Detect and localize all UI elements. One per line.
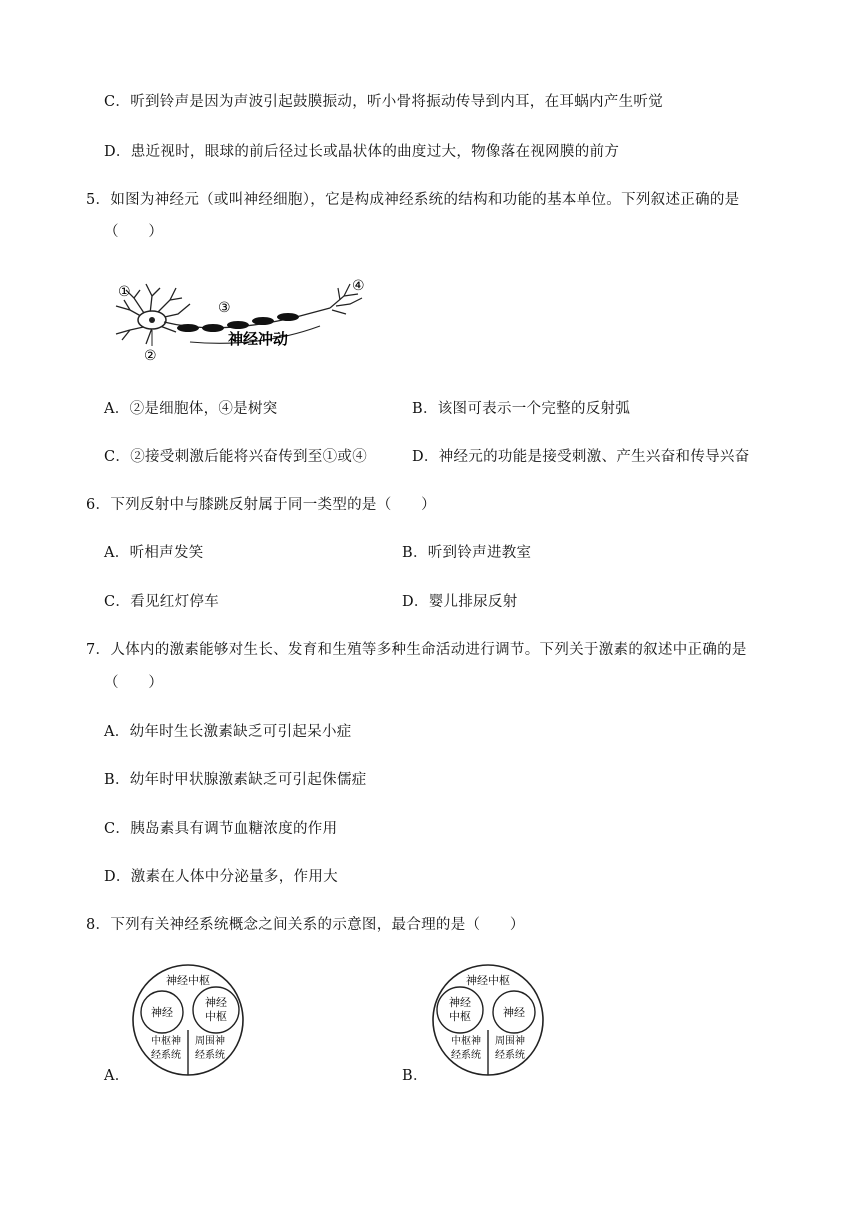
label-1: ① [118, 284, 131, 300]
left-circle-label-2: 中枢 [449, 1010, 471, 1023]
bottom-right-label-2: 经系统 [195, 1050, 225, 1061]
q8-stem: 8．下列有关神经系统概念之间关系的示意图，最合理的是（ ） [86, 917, 525, 933]
diagram-b [430, 962, 546, 1078]
bottom-left-label-2: 经系统 [451, 1050, 481, 1061]
impulse-caption: 神经冲动 [228, 330, 289, 348]
q7-option-d: D．激素在人体中分泌量多，作用大 [104, 869, 338, 885]
q6-option-b: B．听到铃声进教室 [402, 545, 532, 561]
q7-option-a: A．幼年时生长激素缺乏可引起呆小症 [104, 724, 352, 740]
bottom-right-label-1: 周围神 [195, 1036, 225, 1047]
left-circle-label: 神经 [151, 1006, 173, 1019]
label-3: ③ [218, 300, 231, 316]
q5-bracket: （ ） [104, 224, 164, 240]
q4-option-c: C．听到铃声是因为声波引起鼓膜振动，听小骨将振动传导到内耳，在耳蜗内产生听觉 [104, 94, 663, 110]
bottom-left-label-1: 中枢神 [451, 1036, 481, 1047]
top-label: 神经中枢 [466, 974, 510, 987]
bottom-right-label-1: 周围神 [495, 1036, 525, 1047]
q7-option-b: B．幼年时甲状腺激素缺乏可引起侏儒症 [104, 772, 367, 788]
left-circle-label-1: 神经 [449, 996, 471, 1009]
q5-stem: 5．如图为神经元（或叫神经细胞），它是构成神经系统的结构和功能的基本单位。下列叙述正确的是 [86, 192, 740, 208]
diagram-a [130, 962, 246, 1078]
q8-option-a: A． [104, 1068, 130, 1084]
q7-option-c: C．胰岛素具有调节血糖浓度的作用 [104, 821, 338, 837]
q6-option-c: C．看见红灯停车 [104, 594, 219, 610]
top-label: 神经中枢 [166, 974, 210, 987]
bottom-left-label-2: 经系统 [151, 1050, 181, 1061]
q6-option-d: D．婴儿排尿反射 [402, 594, 518, 610]
right-circle-label-1: 神经 [205, 996, 227, 1009]
q8-option-b: B． [402, 1068, 428, 1084]
q5-option-d: D．神经元的功能是接受刺激、产生兴奋和传导兴奋 [412, 449, 750, 465]
q6-option-a: A．听相声发笑 [104, 545, 204, 561]
right-circle-label-2: 中枢 [205, 1010, 227, 1023]
q6-stem: 6．下列反射中与膝跳反射属于同一类型的是（ ） [86, 497, 436, 513]
bottom-right-label-2: 经系统 [495, 1050, 525, 1061]
nucleus [149, 317, 155, 323]
q5-option-c: C．②接受刺激后能将兴奋传到至①或④ [104, 449, 367, 465]
label-4: ④ [352, 278, 365, 294]
neuron-figure [100, 270, 380, 370]
q7-stem: 7．人体内的激素能够对生长、发育和生殖等多种生命活动进行调节。下列关于激素的叙述中正确的是 [86, 642, 747, 658]
right-circle-label: 神经 [503, 1006, 525, 1019]
label-2: ② [144, 348, 157, 364]
bottom-left-label-1: 中枢神 [151, 1036, 181, 1047]
q4-option-d: D．患近视时，眼球的前后径过长或晶状体的曲度过大，物像落在视网膜的前方 [104, 144, 620, 160]
q5-option-a: A．②是细胞体，④是树突 [104, 401, 278, 417]
q5-option-b: B．该图可表示一个完整的反射弧 [412, 401, 631, 417]
q7-bracket: （ ） [104, 675, 164, 691]
